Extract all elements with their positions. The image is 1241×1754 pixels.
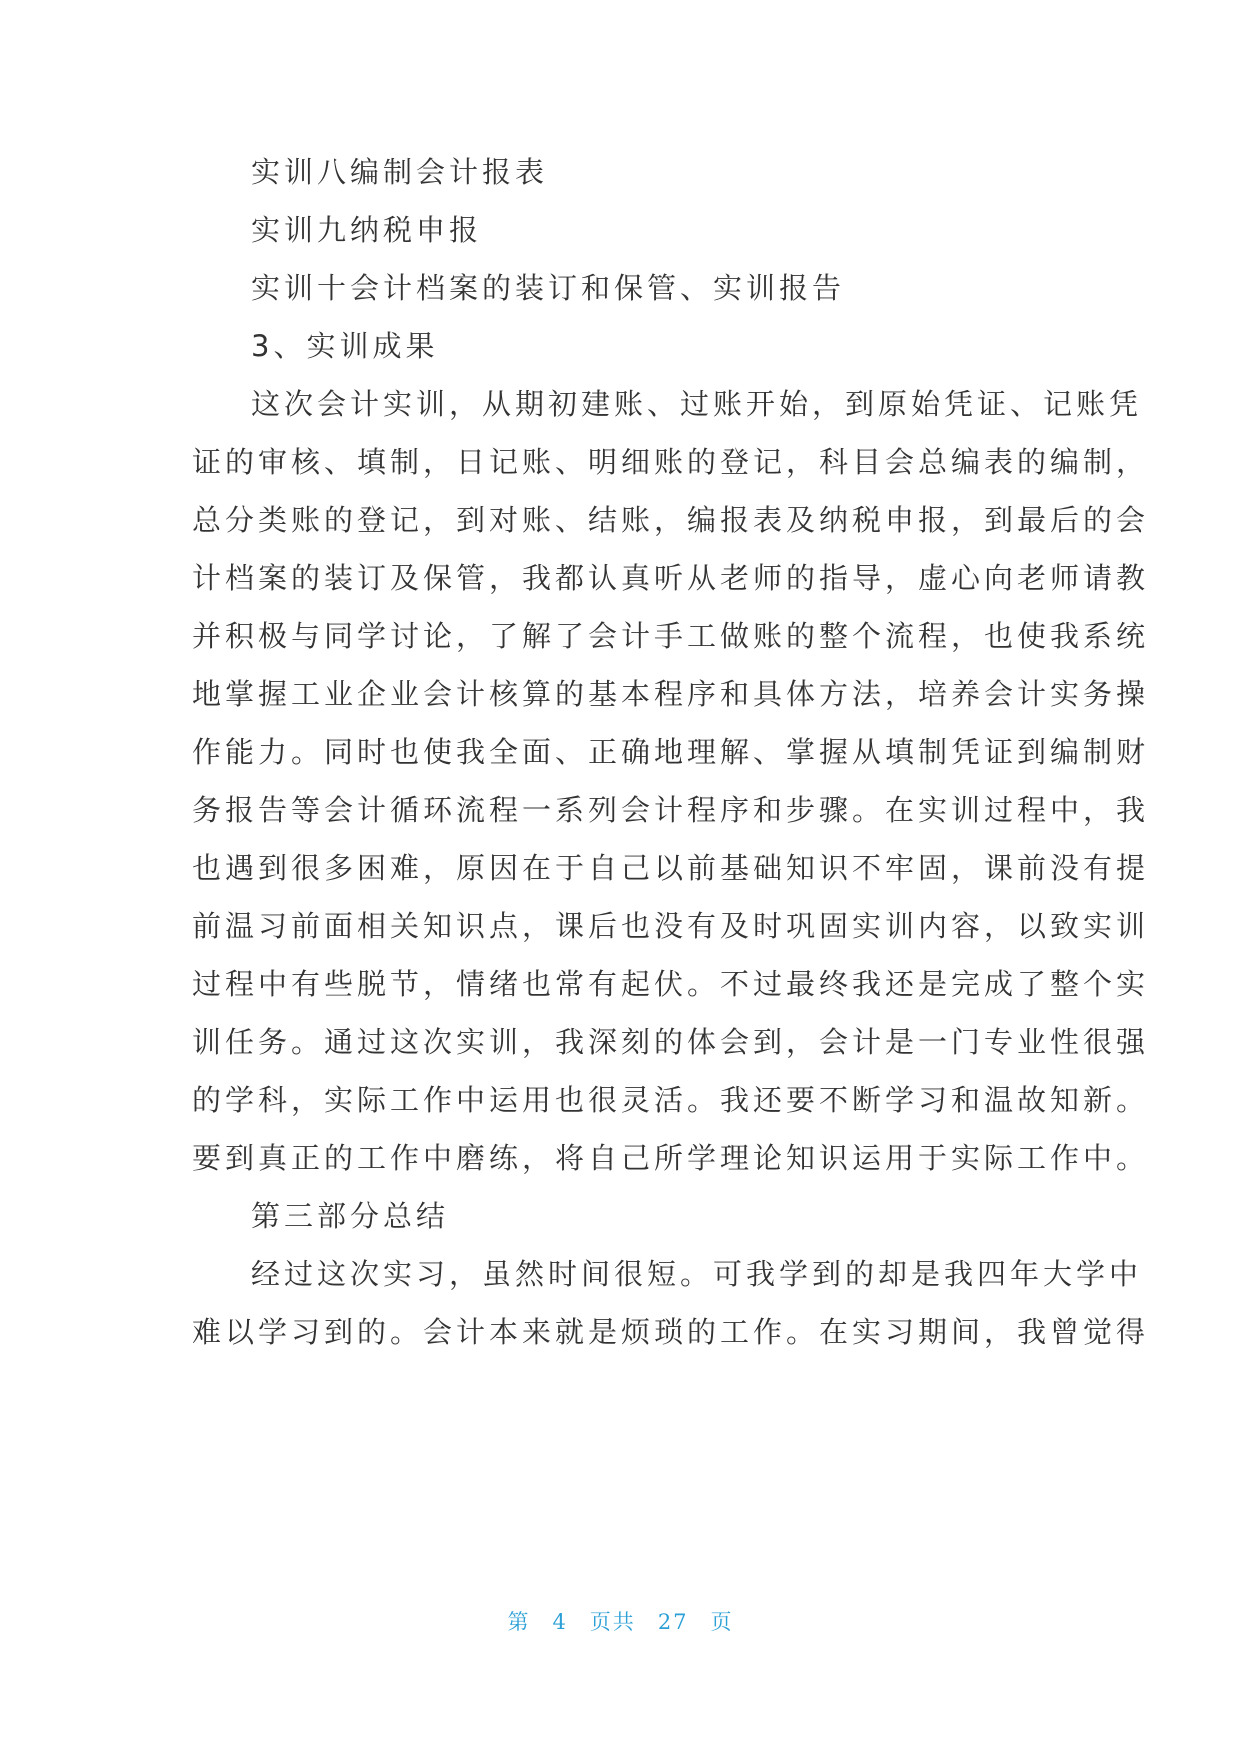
footer-prefix: 第 <box>507 1610 531 1634</box>
paragraph-line: 作能力。同时也使我全面、正确地理解、掌握从填制凭证到编制财 <box>192 735 1150 769</box>
paragraph-line: 也遇到很多困难，原因在于自己以前基础知识不牢固，课前没有提 <box>192 851 1150 885</box>
paragraph-line: 过程中有些脱节，情绪也常有起伏。不过最终我还是完成了整个实 <box>192 967 1150 1001</box>
footer-suffix: 页 <box>710 1610 734 1634</box>
paragraph-line: 要到真正的工作中磨练，将自己所学理论知识运用于实际工作中。 <box>192 1141 1150 1175</box>
paragraph-line: 并积极与同学讨论，了解了会计手工做账的整个流程，也使我系统 <box>192 619 1150 653</box>
paragraph-line: 务报告等会计循环流程一系列会计程序和步骤。在实训过程中，我 <box>192 793 1150 827</box>
paragraph-line: 实训九纳税申报 <box>251 213 483 247</box>
section-heading: 3、实训成果 <box>251 329 439 363</box>
footer-current-page: 4 <box>552 1610 568 1634</box>
paragraph-line: 的学科，实际工作中运用也很灵活。我还要不断学习和温故知新。 <box>192 1083 1150 1117</box>
paragraph-line: 总分类账的登记，到对账、结账，编报表及纳税申报，到最后的会 <box>192 503 1150 537</box>
paragraph-line: 训任务。通过这次实训，我深刻的体会到，会计是一门专业性很强 <box>192 1025 1150 1059</box>
paragraph-line: 实训十会计档案的装订和保管、实训报告 <box>251 271 846 305</box>
paragraph-line: 这次会计实训，从期初建账、过账开始，到原始凭证、记账凭 <box>251 387 1143 421</box>
paragraph-line: 实训八编制会计报表 <box>251 155 549 189</box>
paragraph-line: 证的审核、填制，日记账、明细账的登记，科目会总编表的编制， <box>192 445 1150 479</box>
footer-total-pages: 27 <box>657 1610 689 1634</box>
page-footer <box>0 1606 1241 1636</box>
paragraph-line: 计档案的装订及保管，我都认真听从老师的指导，虚心向老师请教 <box>192 561 1150 595</box>
footer-middle: 页共 <box>589 1610 636 1634</box>
section-heading: 第三部分总结 <box>251 1199 450 1233</box>
paragraph-line: 地掌握工业企业会计核算的基本程序和具体方法，培养会计实务操 <box>192 677 1150 711</box>
paragraph-line: 前温习前面相关知识点，课后也没有及时巩固实训内容，以致实训 <box>192 909 1150 943</box>
paragraph-line: 难以学习到的。会计本来就是烦琐的工作。在实习期间，我曾觉得 <box>192 1315 1150 1349</box>
paragraph-line: 经过这次实习，虽然时间很短。可我学到的却是我四年大学中 <box>251 1257 1143 1291</box>
